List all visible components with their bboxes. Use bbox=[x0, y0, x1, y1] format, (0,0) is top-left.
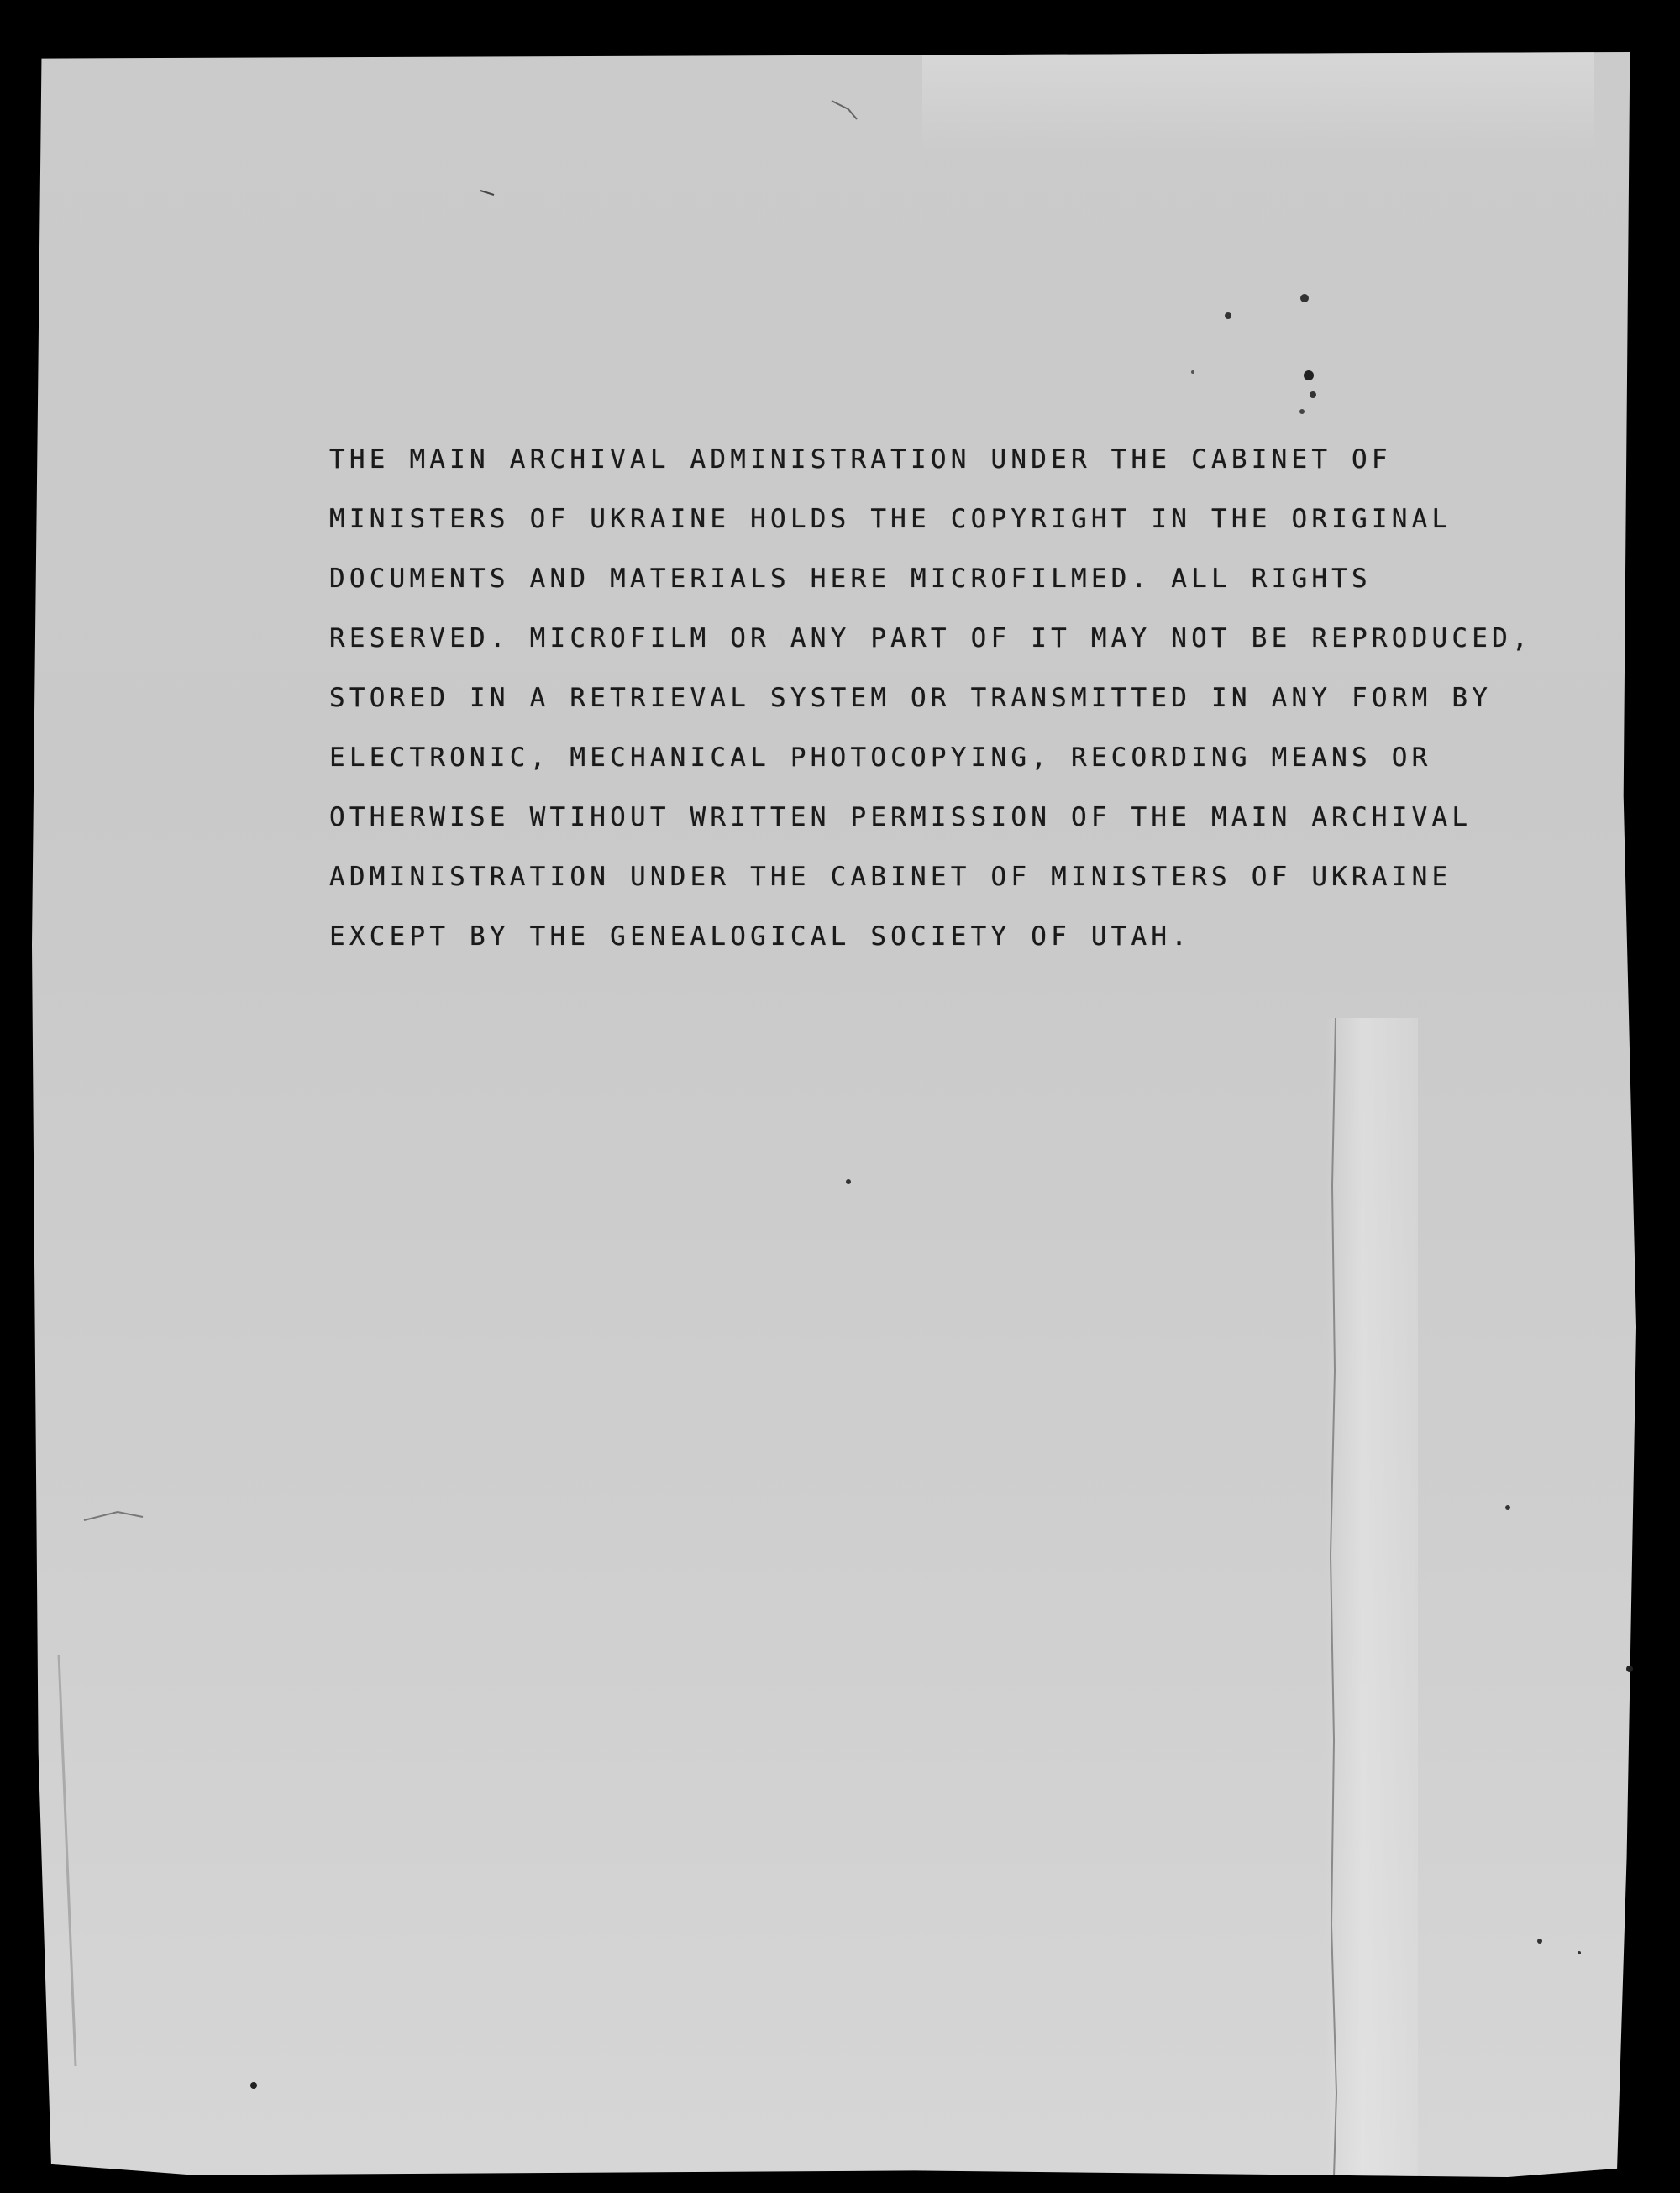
paper-highlight bbox=[922, 52, 1594, 153]
notice-line: OTHERWISE WTIHOUT WRITTEN PERMISSION OF THE MAIN ARCHIVAL bbox=[329, 802, 1473, 832]
notice-line: ELECTRONIC, MECHANICAL PHOTOCOPYING, RECORDING MEANS OR bbox=[329, 742, 1432, 773]
notice-line: MINISTERS OF UKRAINE HOLDS THE COPYRIGHT IN THE ORIGINAL bbox=[329, 504, 1452, 534]
paper-crease bbox=[1326, 1018, 1342, 2177]
copyright-notice bbox=[329, 430, 1532, 967]
notice-line: STORED IN A RETRIEVAL SYSTEM OR TRANSMITTED IN ANY FORM BY bbox=[329, 683, 1493, 713]
notice-line: RESERVED. MICROFILM OR ANY PART OF IT MAY NOT BE REPRODUCED, bbox=[329, 623, 1532, 653]
notice-line: DOCUMENTS AND MATERIALS HERE MICROFILMED. ALL RIGHTS bbox=[329, 564, 1372, 594]
notice-line: EXCEPT BY THE GENEALOGICAL SOCIETY OF UTAH. bbox=[329, 921, 1192, 952]
notice-line: ADMINISTRATION UNDER THE CABINET OF MINISTERS OF UKRAINE bbox=[329, 862, 1452, 892]
paper-sheet bbox=[32, 52, 1636, 2177]
notice-line: THE MAIN ARCHIVAL ADMINISTRATION UNDER THE CABINET OF bbox=[329, 444, 1392, 475]
